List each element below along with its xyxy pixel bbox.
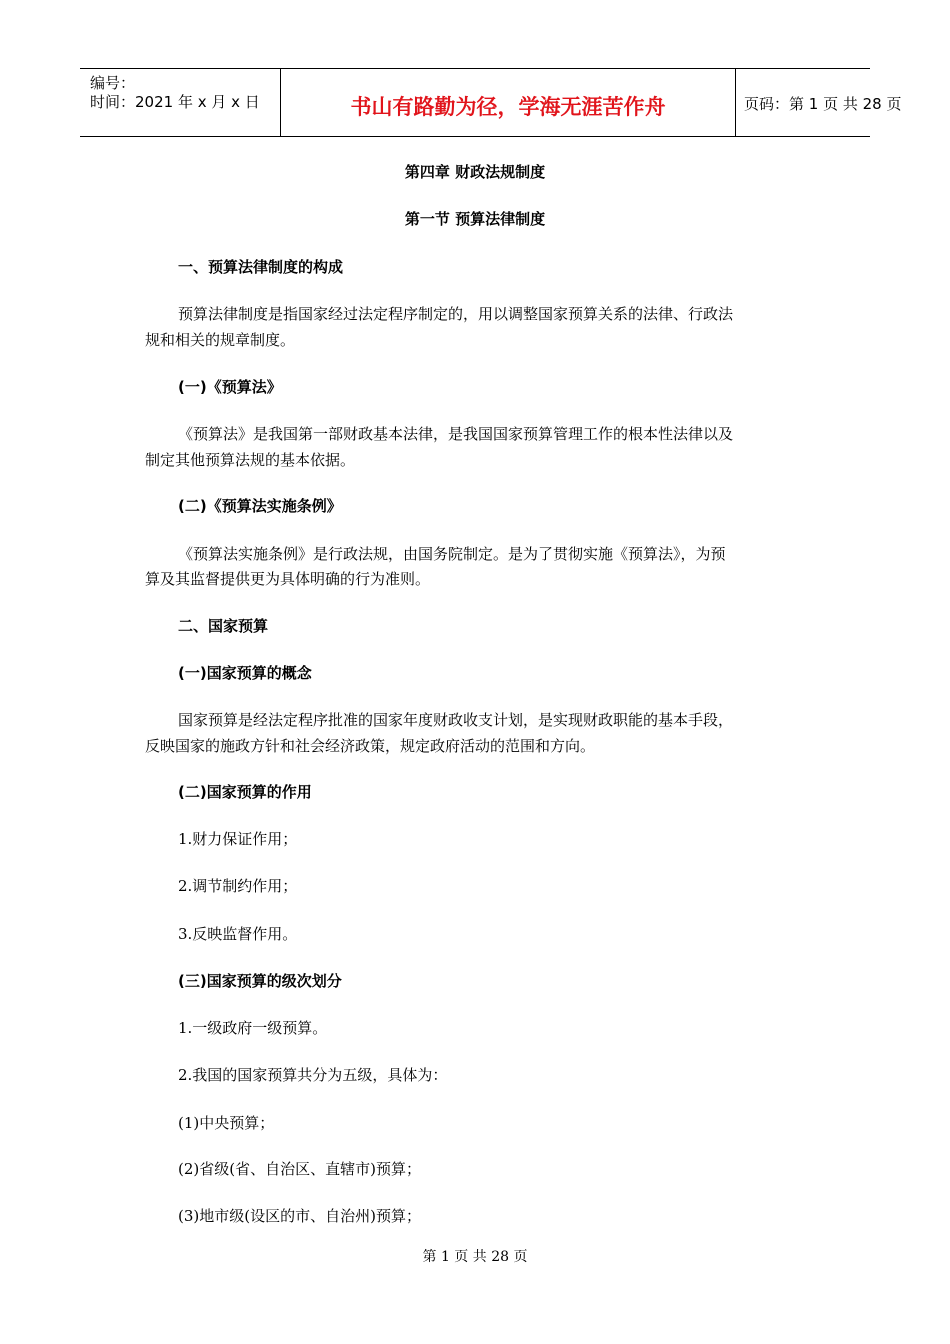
paragraph-line: 规和相关的规章制度。 bbox=[145, 331, 296, 349]
heading-budget-concept: (一)国家预算的概念 bbox=[178, 664, 312, 682]
heading-implementation-regulations: (二)《预算法实施条例》 bbox=[178, 497, 342, 515]
list-item: 1.财力保证作用； bbox=[178, 830, 298, 848]
header-motto-cell bbox=[280, 69, 736, 136]
list-item: 3.反映监督作用。 bbox=[178, 925, 298, 943]
heading-composition: 一、预算法律制度的构成 bbox=[178, 258, 344, 276]
list-item: 2.调节制约作用； bbox=[178, 877, 298, 895]
heading-budget-levels: (三)国家预算的级次划分 bbox=[178, 972, 342, 990]
paragraph-line: 制定其他预算法规的基本依据。 bbox=[145, 451, 356, 469]
document-time-label: 时间：2021 年 x 月 x 日 bbox=[90, 93, 260, 111]
paragraph-line: 《预算法实施条例》是行政法规，由国务院制定。是为了贯彻实施《预算法》，为预 bbox=[178, 545, 726, 563]
list-item: (3)地市级(设区的市、自治州)预算； bbox=[178, 1207, 421, 1225]
paragraph-line: 《预算法》是我国第一部财政基本法律，是我国国家预算管理工作的根本性法律以及 bbox=[178, 425, 734, 443]
header-page-cell bbox=[735, 69, 902, 136]
chapter-title: 第四章 财政法规制度 bbox=[404, 163, 546, 181]
paragraph-line: 反映国家的施政方针和社会经济政策，规定政府活动的范围和方向。 bbox=[145, 737, 596, 755]
header-meta-cell bbox=[80, 69, 280, 136]
page-header bbox=[80, 68, 902, 137]
list-item: 2.我国的国家预算共分为五级，具体为： bbox=[178, 1066, 448, 1084]
heading-budget-law: (一)《预算法》 bbox=[178, 378, 282, 396]
list-item: (2)省级(省、自治区、直辖市)预算； bbox=[178, 1160, 421, 1178]
list-item: (1)中央预算； bbox=[178, 1114, 275, 1132]
paragraph-line: 预算法律制度是指国家经过法定程序制定的，用以调整国家预算关系的法律、行政法 bbox=[178, 305, 734, 323]
document-number-label: 编号： bbox=[90, 74, 136, 92]
header-motto: 书山有路勤为径，学海无涯苦作舟 bbox=[350, 95, 666, 119]
header-page-info: 页码：第 1 页 共 28 页 bbox=[744, 95, 902, 113]
paragraph-line: 国家预算是经法定程序批准的国家年度财政收支计划，是实现财政职能的基本手段， bbox=[178, 711, 734, 729]
list-item: 1.一级政府一级预算。 bbox=[178, 1019, 328, 1037]
paragraph-line: 算及其监督提供更为具体明确的行为准则。 bbox=[145, 570, 431, 588]
heading-budget-role: (二)国家预算的作用 bbox=[178, 783, 312, 801]
page-footer: 第 1 页 共 28 页 bbox=[422, 1249, 528, 1265]
section-title: 第一节 预算法律制度 bbox=[404, 210, 546, 228]
heading-national-budget: 二、国家预算 bbox=[178, 617, 269, 635]
